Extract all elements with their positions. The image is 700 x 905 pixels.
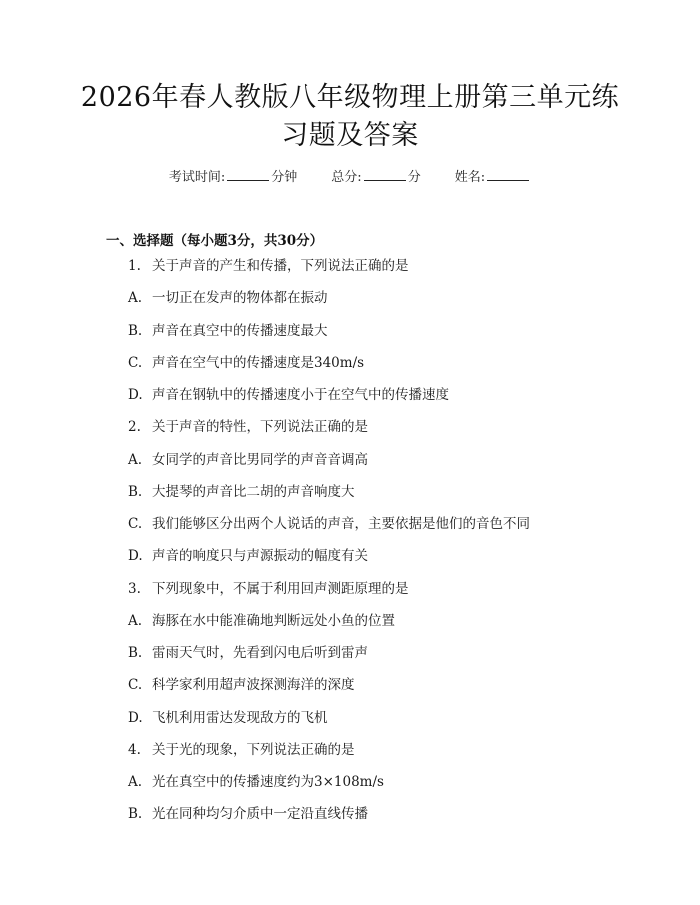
answer-option [128,508,648,540]
item-text: 声音在空气中的传播速度是340m/s [152,354,365,371]
item-text: 关于光的现象，下列说法正确的是 [152,741,355,758]
answer-option [128,605,648,637]
answer-option [128,444,648,476]
item-text: 声音的响度只与声源振动的幅度有关 [152,548,368,565]
item-text: 大提琴的声音比二胡的声音响度大 [152,483,355,500]
section-heading-multiple-choice: 一、选择题（每小题3分，共30分） [106,233,324,249]
total-score-unit: 分 [407,170,421,185]
student-name-blank [487,168,529,181]
question-stem [128,734,648,766]
item-label: C. [128,677,143,694]
document-title-line-2: 习题及答案 [281,120,419,151]
question-stem [128,573,648,605]
document-title-line-1: 2026年春人教版八年级物理上册第三单元练 [80,82,620,113]
item-text: 光在同种均匀介质中一定沿直线传播 [152,806,368,823]
exam-time-unit: 分钟 [271,170,298,185]
item-text: 一切正在发声的物体都在振动 [152,290,328,307]
item-label: B. [128,483,143,500]
item-text: 声音在钢轨中的传播速度小于在空气中的传播速度 [152,387,449,403]
total-score-field [331,166,420,185]
exam-time-label: 考试时间: [168,170,226,185]
exam-time-field [169,166,297,185]
item-label: 3. [128,580,141,597]
item-text: 我们能够区分出两个人说话的声音，主要依据是他们的音色不同 [152,516,530,532]
item-text: 飞机利用雷达发现敌方的飞机 [152,709,328,726]
answer-option [128,282,648,314]
item-label: 4. [128,741,141,758]
item-label: B. [128,322,143,339]
item-text: 雷雨天气时，先看到闪电后听到雷声 [152,645,368,661]
answer-option [128,347,648,379]
answer-option [128,476,648,508]
item-label: B. [128,806,143,823]
item-label: C. [128,516,143,532]
exam-info-row [0,166,700,185]
question-stem [128,411,648,443]
item-label: 1. [128,258,141,274]
exam-time-blank [227,168,269,181]
item-label: D. [128,709,143,726]
total-score-label: 总分: [331,170,362,185]
item-label: A. [128,451,143,468]
answer-option [128,315,648,347]
item-text: 海豚在水中能准确地判断远处小鱼的位置 [152,612,395,629]
item-label: A. [128,774,143,790]
answer-option [128,379,648,411]
item-text: 声音在真空中的传播速度最大 [152,322,328,339]
item-label: B. [128,645,143,661]
total-score-blank [364,168,406,181]
item-text: 下列现象中，不属于利用回声测距原理的是 [152,580,409,597]
question-stem [128,250,648,282]
item-text: 光在真空中的传播速度约为3×108m/s [152,774,384,790]
item-text: 女同学的声音比男同学的声音音调高 [152,451,368,468]
item-label: A. [128,290,143,307]
answer-option [128,702,648,734]
item-label: C. [128,354,143,371]
student-name-label: 姓名: [454,170,486,185]
answer-option [128,766,648,798]
item-label: 2. [128,419,141,436]
answer-option [128,798,648,830]
question-list [128,250,648,831]
item-label: A. [128,612,143,629]
answer-option [128,637,648,669]
item-text: 关于声音的产生和传播，下列说法正确的是 [152,258,409,274]
answer-option [128,669,648,701]
item-label: D. [128,387,143,403]
item-text: 关于声音的特性，下列说法正确的是 [152,419,368,436]
item-label: D. [128,548,143,565]
answer-option [128,540,648,572]
item-text: 科学家利用超声波探测海洋的深度 [152,677,355,694]
student-name-field [455,166,531,185]
